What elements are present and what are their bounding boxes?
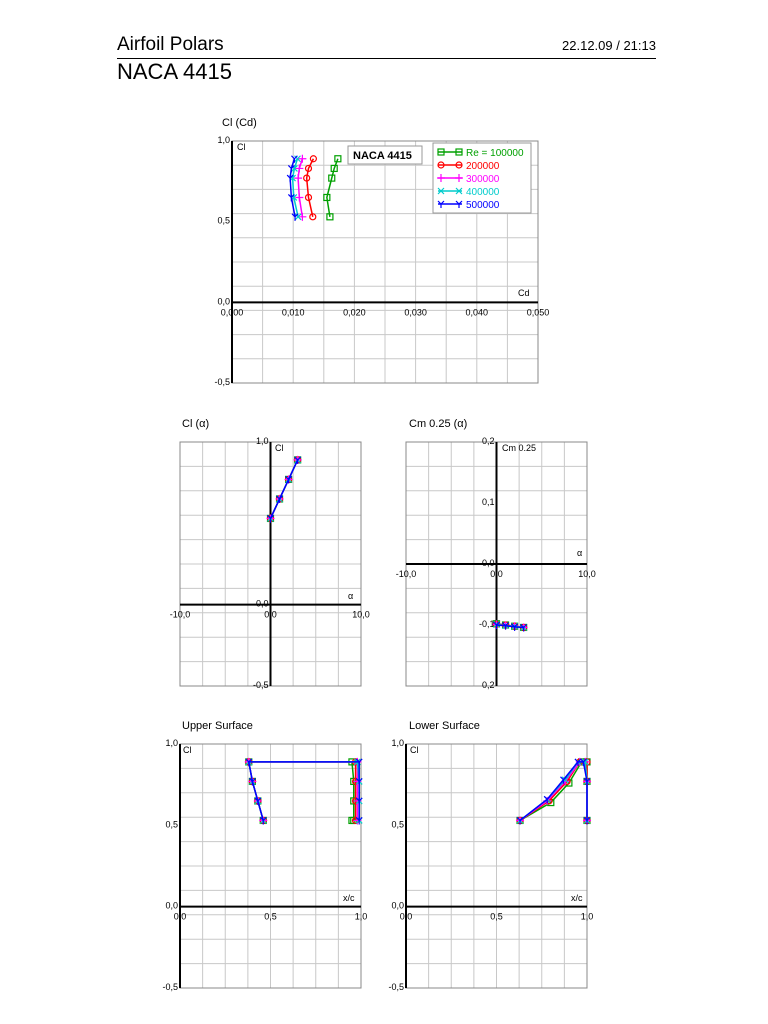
cl-cd-chart bbox=[214, 117, 549, 387]
series-line bbox=[249, 762, 356, 821]
x-tick-label: 1,0 bbox=[580, 911, 594, 922]
y-tick-label: 0,5 bbox=[391, 819, 404, 830]
chart-title: Lower Surface bbox=[409, 720, 480, 732]
chart-title: Cl (α) bbox=[182, 418, 210, 430]
series-line bbox=[307, 159, 314, 217]
y-tick-label: 0,2 bbox=[481, 680, 495, 690]
x-tick-label: 0,5 bbox=[264, 911, 277, 922]
y-axis-label: Cm 0.25 bbox=[502, 443, 537, 453]
airfoil-name: NACA 4415 bbox=[117, 59, 232, 84]
y-tick-label: 1,0 bbox=[255, 436, 269, 446]
y-tick-label: 0,0 bbox=[165, 900, 178, 911]
x-tick-label: -10,0 bbox=[169, 609, 191, 620]
x-tick-label: 0,040 bbox=[465, 307, 489, 318]
x-axis-label: x/c bbox=[571, 893, 583, 903]
y-tick-label: 0,0 bbox=[217, 296, 230, 307]
x-tick-label: 0,050 bbox=[526, 307, 550, 318]
x-axis-label: Cd bbox=[518, 288, 530, 298]
upper-surface-chart bbox=[162, 720, 367, 992]
x-axis-label: α bbox=[348, 591, 354, 601]
legend-entry: 400000 bbox=[466, 187, 500, 198]
legend-entry: Re = 100000 bbox=[466, 148, 524, 159]
x-tick-label: 0,030 bbox=[404, 307, 427, 318]
y-tick-label: 1,0 bbox=[165, 738, 178, 748]
y-tick-label: -0,5 bbox=[162, 982, 178, 992]
y-tick-label: 0,0 bbox=[481, 558, 495, 568]
chart-title: Upper Surface bbox=[182, 720, 253, 732]
legend-entry: 300000 bbox=[466, 174, 500, 185]
y-tick-label: 0,0 bbox=[391, 900, 404, 911]
cm-alpha-chart bbox=[396, 418, 596, 690]
y-tick-label: -0,1 bbox=[478, 619, 495, 629]
x-tick-label: 1,0 bbox=[354, 911, 368, 922]
x-tick-label: 0,020 bbox=[343, 307, 366, 318]
series-line bbox=[249, 762, 358, 821]
x-tick-label: 0,0 bbox=[173, 911, 187, 922]
y-tick-label: 1,0 bbox=[217, 135, 230, 145]
x-tick-label: 0,0 bbox=[399, 911, 413, 922]
y-axis-label: Cl bbox=[410, 745, 419, 755]
legend-entry: 500000 bbox=[466, 200, 500, 211]
chart-title: Cm 0.25 (α) bbox=[409, 418, 468, 430]
y-tick-label: 0,1 bbox=[481, 497, 495, 507]
x-tick-label: 0,010 bbox=[281, 307, 305, 318]
x-tick-label: 10,0 bbox=[352, 609, 370, 620]
timestamp: 22.12.09 / 21:13 bbox=[562, 38, 656, 53]
y-tick-label: 0,0 bbox=[255, 598, 269, 609]
y-axis-label: Cl bbox=[237, 142, 246, 152]
cl-alpha-chart bbox=[170, 418, 370, 690]
series-line bbox=[327, 159, 338, 217]
y-tick-label: -0,5 bbox=[388, 982, 404, 992]
x-tick-label: 0,5 bbox=[490, 911, 503, 922]
y-axis-label: Cl bbox=[183, 745, 192, 755]
chart-title: Cl (Cd) bbox=[222, 117, 257, 129]
y-tick-label: 0,2 bbox=[481, 436, 495, 446]
y-tick-label: -0,5 bbox=[214, 377, 230, 387]
series-line bbox=[249, 762, 359, 821]
legend-entry: 200000 bbox=[466, 161, 500, 172]
x-tick-label: 0,000 bbox=[220, 307, 244, 318]
annotation-label: NACA 4415 bbox=[353, 150, 412, 162]
y-axis-label: Cl bbox=[275, 443, 284, 453]
x-tick-label: 0,0 bbox=[264, 609, 277, 620]
y-tick-label: -0,5 bbox=[252, 680, 269, 690]
y-tick-label: 0,5 bbox=[165, 819, 178, 830]
series-line bbox=[249, 762, 359, 821]
page-title: Airfoil Polars bbox=[117, 34, 224, 55]
y-tick-label: 0,5 bbox=[217, 215, 230, 226]
y-tick-label: 1,0 bbox=[391, 738, 404, 748]
x-tick-label: 0,0 bbox=[490, 569, 503, 579]
x-axis-label: x/c bbox=[343, 893, 355, 903]
lower-surface-chart bbox=[388, 720, 593, 992]
x-axis-label: α bbox=[577, 548, 583, 558]
legend bbox=[433, 143, 531, 213]
x-tick-label: 10,0 bbox=[578, 569, 596, 579]
x-tick-label: -10,0 bbox=[395, 569, 417, 579]
